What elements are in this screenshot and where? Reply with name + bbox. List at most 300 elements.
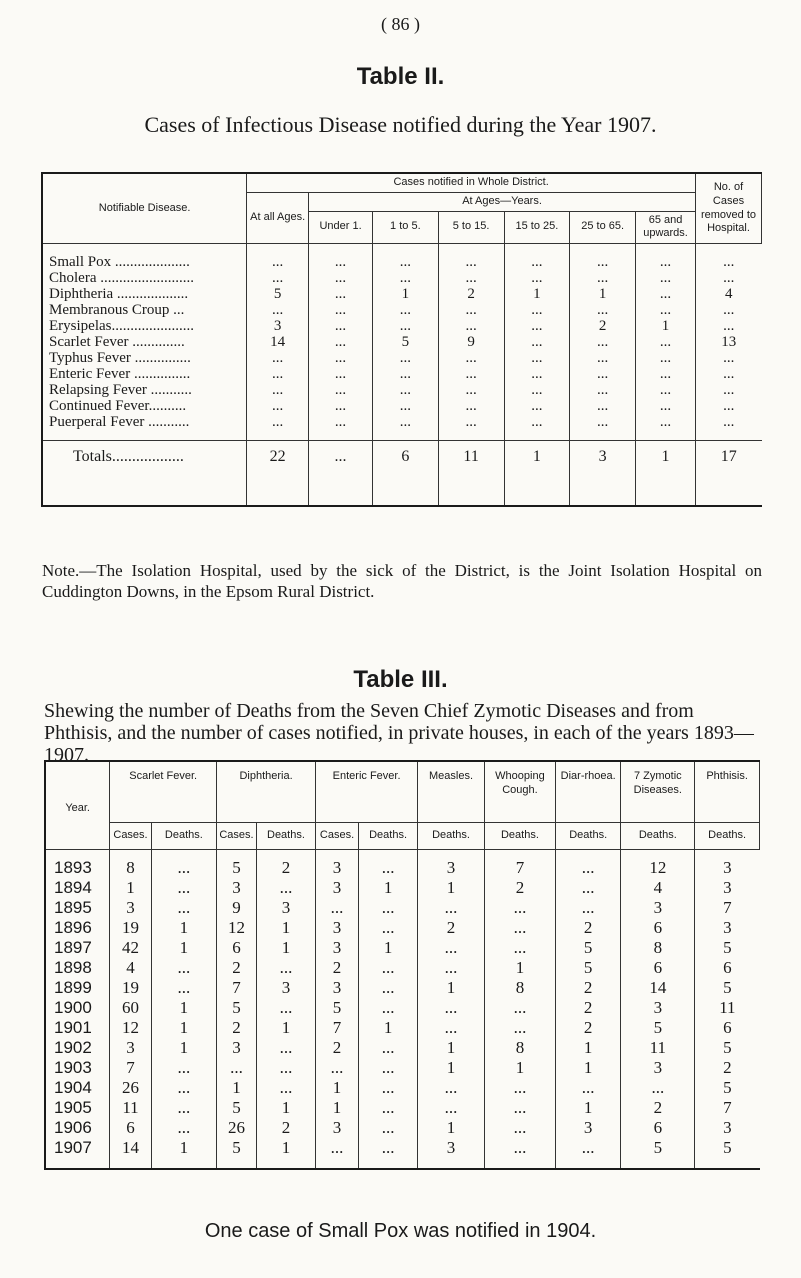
table-cell: 1 xyxy=(556,1038,621,1058)
table-cell: ... xyxy=(418,1018,485,1038)
table-cell: 19 xyxy=(110,978,151,998)
table-cell: 6 xyxy=(695,958,760,978)
table-cell: 2 xyxy=(556,918,621,938)
table-cell: ... xyxy=(438,382,504,398)
table-cell: ... xyxy=(247,398,309,414)
table-cell: ... xyxy=(556,878,621,898)
table-cell: 1 xyxy=(217,1078,257,1098)
table-cell: ... xyxy=(316,1058,359,1078)
zymotic-deaths-table xyxy=(44,760,760,1170)
table-cell: ... xyxy=(372,414,438,441)
table-cell: 2 xyxy=(316,1038,359,1058)
table-cell: 1 xyxy=(256,1098,315,1118)
table3-heading: Table III. xyxy=(353,666,448,693)
table-cell: 1 xyxy=(418,1038,485,1058)
table-cell: 1 xyxy=(418,878,485,898)
table-cell: 19 xyxy=(110,918,151,938)
table-cell: ... xyxy=(358,1138,417,1169)
table-cell: ... xyxy=(484,1118,555,1138)
table-cell: 6 xyxy=(621,918,695,938)
header-group: Diphtheria. xyxy=(217,761,316,823)
table-cell: 11 xyxy=(695,998,760,1018)
table-cell: ... xyxy=(358,898,417,918)
table-cell: ... xyxy=(696,398,762,414)
table-cell: 3 xyxy=(695,918,760,938)
table-cell: ... xyxy=(247,382,309,398)
table-row xyxy=(42,318,762,334)
infectious-disease-table xyxy=(41,172,762,507)
table-cell: ... xyxy=(636,244,696,271)
table-cell: ... xyxy=(151,978,216,998)
year-cell: 1900 xyxy=(54,998,92,1017)
table-cell: ... xyxy=(309,398,373,414)
table-cell: ... xyxy=(504,244,570,271)
table-cell: 42 xyxy=(110,938,151,958)
table-cell: 1 xyxy=(358,938,417,958)
disease-name: Scarlet Fever .............. xyxy=(49,334,185,350)
disease-name: Membranous Croup ... xyxy=(49,302,185,318)
table-row xyxy=(45,1118,760,1138)
table-cell: ... xyxy=(309,382,373,398)
year-cell: 1904 xyxy=(54,1078,92,1097)
table-cell: 3 xyxy=(110,898,151,918)
table-cell: 26 xyxy=(217,1118,257,1138)
table-row xyxy=(45,1018,760,1038)
table-cell: 11 xyxy=(621,1038,695,1058)
table-cell: ... xyxy=(151,958,216,978)
table-row xyxy=(42,366,762,382)
year-cell: 1903 xyxy=(54,1058,92,1077)
year-cell: 1894 xyxy=(54,878,92,897)
disease-name: Enteric Fever ............... xyxy=(49,366,191,382)
table-cell: 12 xyxy=(217,918,257,938)
table-cell: 1 xyxy=(316,1098,359,1118)
table3-subtitle: Shewing the number of Deaths from the Seven Chief Zymotic Diseases and from Phthisis, and the number of cases notified, in private houses, in each of the years 1893—1907. xyxy=(44,700,754,766)
table-cell: ... xyxy=(309,302,373,318)
table-row xyxy=(42,350,762,366)
table-cell: 3 xyxy=(621,998,695,1018)
table-cell: ... xyxy=(358,850,417,879)
year-cell: 1906 xyxy=(54,1118,92,1137)
header-sub: Cases. xyxy=(217,823,257,850)
table-cell: ... xyxy=(247,270,309,286)
table-cell: ... xyxy=(636,398,696,414)
table-cell: 4 xyxy=(696,286,762,302)
header-notifiable-disease: Notifiable Disease. xyxy=(42,173,247,244)
totals-cell: 1 xyxy=(636,441,696,507)
table-cell: ... xyxy=(484,938,555,958)
table-cell: 5 xyxy=(695,1038,760,1058)
table-cell: ... xyxy=(247,244,309,271)
table-cell: ... xyxy=(504,302,570,318)
table-cell: 1 xyxy=(151,1018,216,1038)
table-row xyxy=(42,244,762,271)
totals-row xyxy=(42,441,762,507)
header-age-group: 1 to 5. xyxy=(372,211,438,244)
table-cell: ... xyxy=(247,366,309,382)
table-cell: 1 xyxy=(256,918,315,938)
table-row xyxy=(45,1078,760,1098)
table-cell: 3 xyxy=(695,850,760,879)
table-cell: ... xyxy=(256,1038,315,1058)
table-row xyxy=(45,958,760,978)
table-cell: ... xyxy=(256,1078,315,1098)
table-cell: 2 xyxy=(256,850,315,879)
table-cell: ... xyxy=(484,1138,555,1169)
table-cell: ... xyxy=(621,1078,695,1098)
table-cell: ... xyxy=(372,350,438,366)
table-cell: 5 xyxy=(217,850,257,879)
table-cell: 3 xyxy=(621,1058,695,1078)
table-cell: 7 xyxy=(316,1018,359,1038)
table-cell: 5 xyxy=(247,286,309,302)
header-sub: Cases. xyxy=(110,823,151,850)
header-all-ages: At all Ages. xyxy=(247,192,309,243)
totals-cell: 22 xyxy=(247,441,309,507)
table-cell: ... xyxy=(358,978,417,998)
table-cell: 3 xyxy=(695,1118,760,1138)
header-group: Phthisis. xyxy=(695,761,760,823)
table-cell: ... xyxy=(556,850,621,879)
table-cell: 3 xyxy=(316,850,359,879)
table-cell: 1 xyxy=(418,1058,485,1078)
table-cell: ... xyxy=(484,1098,555,1118)
table-row xyxy=(45,1138,760,1169)
table-cell: ... xyxy=(247,302,309,318)
table-cell: ... xyxy=(256,1058,315,1078)
table-cell: ... xyxy=(256,958,315,978)
table-cell: ... xyxy=(696,244,762,271)
table-cell: 3 xyxy=(256,898,315,918)
table-cell: ... xyxy=(309,334,373,350)
table2-subtitle: Cases of Infectious Disease notified during the Year 1907. xyxy=(144,112,657,137)
table-cell: 2 xyxy=(556,1018,621,1038)
table-cell: ... xyxy=(696,302,762,318)
table-cell: ... xyxy=(151,1078,216,1098)
year-cell: 1907 xyxy=(45,1138,110,1169)
year-cell: 1898 xyxy=(54,958,92,977)
table-cell: 8 xyxy=(621,938,695,958)
table-cell: 3 xyxy=(695,878,760,898)
table-cell: ... xyxy=(151,898,216,918)
table-cell: 9 xyxy=(438,334,504,350)
table-row xyxy=(42,270,762,286)
table-cell: ... xyxy=(418,1078,485,1098)
table-cell: ... xyxy=(418,898,485,918)
header-age-group: Under 1. xyxy=(309,211,373,244)
table-cell: 1 xyxy=(484,1058,555,1078)
disease-name: Erysipelas...................... xyxy=(49,318,194,334)
table-cell: ... xyxy=(151,878,216,898)
year-cell: 1905 xyxy=(54,1098,92,1117)
header-age-group: 25 to 65. xyxy=(570,211,636,244)
table-cell: 14 xyxy=(247,334,309,350)
table-cell: ... xyxy=(636,350,696,366)
table-row xyxy=(45,998,760,1018)
table-cell: ... xyxy=(358,958,417,978)
table-cell: 1 xyxy=(151,918,216,938)
table-cell: ... xyxy=(358,1098,417,1118)
table-cell: 2 xyxy=(484,878,555,898)
table-cell: 2 xyxy=(438,286,504,302)
table2-heading: Table II. xyxy=(356,63,445,90)
table-cell: ... xyxy=(504,350,570,366)
page-number: ( 86 ) xyxy=(381,14,420,34)
table-cell: ... xyxy=(418,958,485,978)
header-sub: Deaths. xyxy=(621,823,695,850)
header-removed-to-hospital: No. of Cases removed to Hospital. xyxy=(696,173,762,244)
table-cell: 1 xyxy=(484,958,555,978)
table-cell: 1 xyxy=(316,1078,359,1098)
table-cell: 12 xyxy=(110,1018,151,1038)
table-cell: ... xyxy=(358,1038,417,1058)
table-cell: ... xyxy=(151,1058,216,1078)
table-cell: ... xyxy=(636,414,696,441)
header-sub: Deaths. xyxy=(418,823,485,850)
table-cell: ... xyxy=(696,366,762,382)
table-cell: ... xyxy=(570,382,636,398)
table-cell: ... xyxy=(570,398,636,414)
table-cell: 1 xyxy=(556,1058,621,1078)
table-cell: ... xyxy=(372,398,438,414)
table-cell: ... xyxy=(438,244,504,271)
table-cell: 1 xyxy=(151,998,216,1018)
table-cell: 7 xyxy=(695,898,760,918)
year-cell: 1893 xyxy=(54,858,92,877)
table-cell: 12 xyxy=(621,850,695,879)
table-cell: 1 xyxy=(358,1018,417,1038)
table-cell: 1 xyxy=(151,1038,216,1058)
table-cell: ... xyxy=(372,366,438,382)
header-age-group: 65 and upwards. xyxy=(636,211,696,244)
table-cell: 1 xyxy=(570,286,636,302)
header-age-group: 15 to 25. xyxy=(504,211,570,244)
year-cell: 1895 xyxy=(54,898,92,917)
table-cell: 60 xyxy=(110,998,151,1018)
year-cell: 1897 xyxy=(54,938,92,957)
table-cell: ... xyxy=(309,318,373,334)
table-cell: 8 xyxy=(110,850,151,879)
table-cell: ... xyxy=(636,270,696,286)
header-sub: Deaths. xyxy=(256,823,315,850)
table-cell: ... xyxy=(484,1018,555,1038)
table-cell: 1 xyxy=(372,286,438,302)
table-cell: ... xyxy=(484,898,555,918)
table-cell: 1 xyxy=(418,978,485,998)
table-cell: 5 xyxy=(621,1018,695,1038)
table-cell: ... xyxy=(316,898,359,918)
table-cell: ... xyxy=(358,998,417,1018)
table-cell: ... xyxy=(309,350,373,366)
disease-name: Relapsing Fever ........... xyxy=(49,382,192,398)
table-cell: 2 xyxy=(695,1058,760,1078)
table-cell: 7 xyxy=(110,1058,151,1078)
totals-cell: ... xyxy=(309,441,373,507)
disease-name: Continued Fever.......... xyxy=(49,398,187,414)
table-cell: 6 xyxy=(110,1118,151,1138)
table-cell: 1 xyxy=(418,1118,485,1138)
table-cell: 1 xyxy=(256,1018,315,1038)
table-cell: 3 xyxy=(316,1118,359,1138)
table-cell: 2 xyxy=(418,918,485,938)
table-cell: 2 xyxy=(556,998,621,1018)
table-cell: ... xyxy=(570,244,636,271)
totals-cell: 17 xyxy=(696,441,762,507)
table-cell: ... xyxy=(570,414,636,441)
table-cell: ... xyxy=(504,382,570,398)
disease-name: Puerperal Fever ........... xyxy=(49,414,190,430)
table-cell: ... xyxy=(438,350,504,366)
disease-name: Small Pox .................... xyxy=(49,254,190,270)
table-cell: 1 xyxy=(504,286,570,302)
table-cell: 5 xyxy=(695,1138,760,1169)
table-cell: 3 xyxy=(247,318,309,334)
totals-label: Totals.................. xyxy=(42,441,247,507)
table-cell: 1 xyxy=(151,1138,216,1169)
table-cell: 5 xyxy=(695,938,760,958)
table-cell: ... xyxy=(484,918,555,938)
table-cell: 3 xyxy=(556,1118,621,1138)
table-cell: 3 xyxy=(316,918,359,938)
table-cell: 5 xyxy=(316,998,359,1018)
table-cell: 1 xyxy=(636,318,696,334)
header-at-ages: At Ages—Years. xyxy=(309,192,696,211)
table-cell: ... xyxy=(438,318,504,334)
table-cell: ... xyxy=(418,938,485,958)
table-row xyxy=(45,978,760,998)
table-cell: ... xyxy=(504,318,570,334)
table-cell: ... xyxy=(556,1078,621,1098)
table-cell: ... xyxy=(636,382,696,398)
table-cell: ... xyxy=(570,350,636,366)
totals-cell: 1 xyxy=(504,441,570,507)
table-cell: ... xyxy=(309,270,373,286)
table-cell: ... xyxy=(309,244,373,271)
table-cell: 3 xyxy=(316,878,359,898)
table-cell: 6 xyxy=(695,1018,760,1038)
table-row xyxy=(45,918,760,938)
header-group: Enteric Fever. xyxy=(316,761,418,823)
table-cell: 2 xyxy=(316,958,359,978)
table-cell: ... xyxy=(504,334,570,350)
table-cell: ... xyxy=(309,414,373,441)
table-cell: 4 xyxy=(621,878,695,898)
table-cell: 2 xyxy=(621,1098,695,1118)
year-cell: 1902 xyxy=(54,1038,92,1057)
table-cell: 26 xyxy=(110,1078,151,1098)
table-cell: 5 xyxy=(372,334,438,350)
table-cell: ... xyxy=(372,302,438,318)
table-row xyxy=(45,938,760,958)
table-cell: 3 xyxy=(217,1038,257,1058)
table-cell: ... xyxy=(151,850,216,879)
table-cell: 3 xyxy=(256,978,315,998)
table-cell: 3 xyxy=(316,978,359,998)
table-cell: 1 xyxy=(256,1138,315,1169)
table-cell: 3 xyxy=(316,938,359,958)
table-cell: 3 xyxy=(621,898,695,918)
table-cell: 2 xyxy=(556,978,621,998)
disease-name: Cholera ......................... xyxy=(49,270,194,286)
header-group: Scarlet Fever. xyxy=(110,761,217,823)
header-age-group: 5 to 15. xyxy=(438,211,504,244)
table-cell: 5 xyxy=(695,978,760,998)
table-cell: 5 xyxy=(217,998,257,1018)
table-cell: 7 xyxy=(484,850,555,879)
table-cell: ... xyxy=(484,1078,555,1098)
table-cell: ... xyxy=(372,244,438,271)
table-cell: ... xyxy=(418,998,485,1018)
table-cell: 2 xyxy=(570,318,636,334)
table-row xyxy=(45,1098,760,1118)
table-cell: 3 xyxy=(110,1038,151,1058)
table-cell: ... xyxy=(358,918,417,938)
table-cell: 5 xyxy=(695,1078,760,1098)
table-cell: ... xyxy=(256,878,315,898)
header-sub: Deaths. xyxy=(151,823,216,850)
table-cell: 3 xyxy=(418,850,485,879)
table-row xyxy=(42,302,762,318)
header-group: Diar-rhoea. xyxy=(556,761,621,823)
table-cell: ... xyxy=(484,998,555,1018)
totals-cell: 6 xyxy=(372,441,438,507)
table-cell: ... xyxy=(247,350,309,366)
table-cell: 6 xyxy=(621,958,695,978)
table-cell: ... xyxy=(309,366,373,382)
table-cell: ... xyxy=(696,318,762,334)
table-cell: ... xyxy=(696,270,762,286)
table-cell: ... xyxy=(438,398,504,414)
table-cell: ... xyxy=(504,398,570,414)
table-cell: ... xyxy=(556,1138,621,1169)
table-cell: 7 xyxy=(217,978,257,998)
table-cell: 5 xyxy=(556,958,621,978)
table-cell: ... xyxy=(504,366,570,382)
table-cell: ... xyxy=(438,302,504,318)
table-cell: 2 xyxy=(217,1018,257,1038)
table-cell: ... xyxy=(372,270,438,286)
table-row xyxy=(45,1058,760,1078)
table-cell: 2 xyxy=(217,958,257,978)
table-cell: 1 xyxy=(256,938,315,958)
disease-name: Typhus Fever ............... xyxy=(49,350,191,366)
table-cell: ... xyxy=(636,286,696,302)
header-sub: Cases. xyxy=(316,823,359,850)
table-cell: ... xyxy=(247,414,309,441)
table-row xyxy=(42,334,762,350)
table-cell: 1 xyxy=(358,878,417,898)
table-cell: 3 xyxy=(418,1138,485,1169)
table-cell: 5 xyxy=(217,1098,257,1118)
table-cell: ... xyxy=(151,1118,216,1138)
table-cell: 5 xyxy=(621,1138,695,1169)
table-cell: ... xyxy=(570,270,636,286)
table-row xyxy=(45,898,760,918)
table-row xyxy=(42,286,762,302)
header-year: Year. xyxy=(45,761,110,850)
year-cell: 1901 xyxy=(54,1018,92,1037)
table-cell: 4 xyxy=(110,958,151,978)
table-cell: ... xyxy=(151,1098,216,1118)
totals-cell: 11 xyxy=(438,441,504,507)
header-sub: Deaths. xyxy=(484,823,555,850)
header-sub: Deaths. xyxy=(695,823,760,850)
table-cell: 7 xyxy=(695,1098,760,1118)
table-cell: 3 xyxy=(217,878,257,898)
table-cell: 5 xyxy=(217,1138,257,1169)
table-cell: ... xyxy=(309,286,373,302)
table-cell: 11 xyxy=(110,1098,151,1118)
